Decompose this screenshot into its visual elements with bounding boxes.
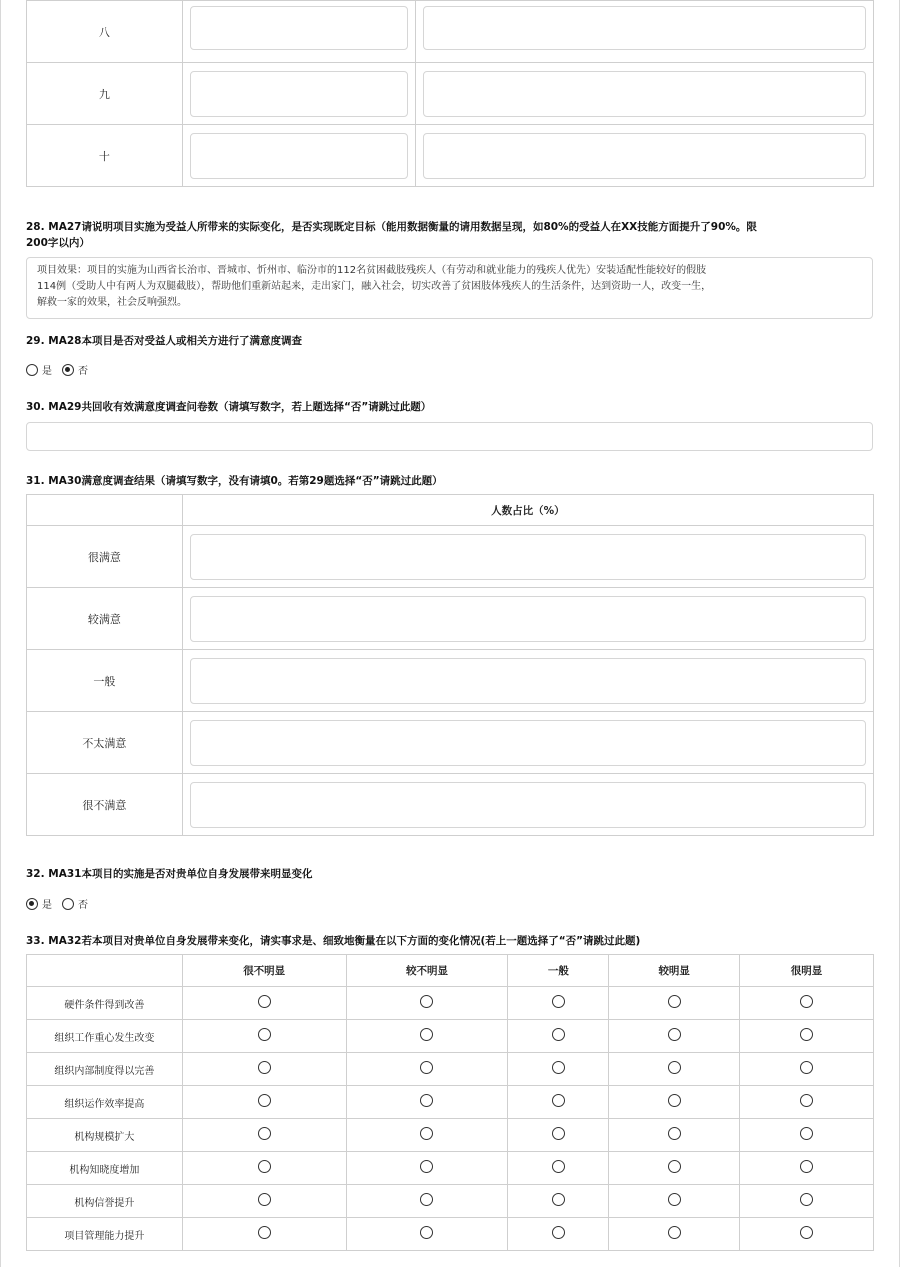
row-label: 很不满意 xyxy=(27,774,183,836)
change-matrix xyxy=(26,954,874,1251)
question-30-title: 30. MA29共回收有效满意度调查问卷数（请填写数字，若上题选择“否”请跳过此题） xyxy=(26,401,432,413)
radio-option[interactable] xyxy=(258,1226,271,1239)
row-label: 很满意 xyxy=(27,526,183,588)
row-label: 组织运作效率提高 xyxy=(27,1086,183,1119)
radio-option[interactable] xyxy=(258,1160,271,1173)
table-row xyxy=(27,650,874,712)
row-label: 一般 xyxy=(27,650,183,712)
table-row xyxy=(27,125,874,187)
question-32-options xyxy=(26,896,88,911)
table-row xyxy=(27,1152,874,1185)
text-input[interactable] xyxy=(423,71,866,117)
satisfaction-table xyxy=(26,494,874,836)
text-input[interactable] xyxy=(190,133,408,179)
radio-option[interactable] xyxy=(420,1127,433,1140)
question-30-input[interactable] xyxy=(26,422,873,451)
radio-option[interactable] xyxy=(258,1061,271,1074)
radio-option[interactable] xyxy=(668,1127,681,1140)
row-label: 八 xyxy=(27,1,183,63)
table-row xyxy=(27,774,874,836)
table-row xyxy=(27,1,874,63)
radio-option[interactable] xyxy=(800,995,813,1008)
row-label: 机构信誉提升 xyxy=(27,1185,183,1218)
column-header: 较明显 xyxy=(609,955,740,987)
radio-option[interactable] xyxy=(552,1094,565,1107)
radio-option[interactable] xyxy=(552,1193,565,1206)
column-header: 较不明显 xyxy=(346,955,508,987)
column-header: 很明显 xyxy=(740,955,874,987)
row-label: 组织工作重心发生改变 xyxy=(27,1020,183,1053)
table-row xyxy=(27,588,874,650)
radio-option[interactable] xyxy=(668,1193,681,1206)
question-31-title: 31. MA30满意度调查结果（请填写数字，没有请填0。若第29题选择“否”请跳过此题） xyxy=(26,475,443,487)
radio-option[interactable] xyxy=(258,995,271,1008)
table-row xyxy=(27,712,874,774)
column-header: 一般 xyxy=(508,955,609,987)
column-header: 人数占比（%） xyxy=(182,495,873,526)
percent-input[interactable] xyxy=(190,534,866,580)
row-label: 九 xyxy=(27,63,183,125)
radio-yes[interactable] xyxy=(26,898,38,910)
percent-input[interactable] xyxy=(190,596,866,642)
radio-option[interactable] xyxy=(668,995,681,1008)
percent-input[interactable] xyxy=(190,720,866,766)
table-row xyxy=(27,1086,874,1119)
radio-option[interactable] xyxy=(800,1028,813,1041)
radio-option[interactable] xyxy=(420,1226,433,1239)
radio-option[interactable] xyxy=(800,1193,813,1206)
row-label: 机构知晓度增加 xyxy=(27,1152,183,1185)
radio-option[interactable] xyxy=(258,1193,271,1206)
text-input[interactable] xyxy=(190,71,408,117)
row-label: 机构规模扩大 xyxy=(27,1119,183,1152)
radio-option[interactable] xyxy=(420,995,433,1008)
radio-option[interactable] xyxy=(668,1028,681,1041)
radio-option[interactable] xyxy=(668,1226,681,1239)
table-row xyxy=(27,1185,874,1218)
row-label: 组织内部制度得以完善 xyxy=(27,1053,183,1086)
text-input[interactable] xyxy=(423,6,866,50)
table-row xyxy=(27,1218,874,1251)
column-header: 很不明显 xyxy=(182,955,346,987)
radio-yes[interactable] xyxy=(26,364,38,376)
question-29-title: 29. MA28本项目是否对受益人或相关方进行了满意度调查 xyxy=(26,335,302,347)
percent-input[interactable] xyxy=(190,658,866,704)
radio-option[interactable] xyxy=(420,1094,433,1107)
question-33-title: 33. MA32若本项目对贵单位自身发展带来变化，请实事求是、细致地衡量在以下方面的变化情况(若上一题选择了“否”请跳过此题) xyxy=(26,935,641,947)
percent-input[interactable] xyxy=(190,782,866,828)
text-input[interactable] xyxy=(190,6,408,50)
table-row xyxy=(27,987,874,1020)
radio-option[interactable] xyxy=(552,1160,565,1173)
radio-option[interactable] xyxy=(668,1061,681,1074)
radio-option[interactable] xyxy=(800,1061,813,1074)
row-label: 较满意 xyxy=(27,588,183,650)
table-row xyxy=(27,1020,874,1053)
radio-option[interactable] xyxy=(552,1028,565,1041)
prior-question-grid xyxy=(26,0,874,187)
radio-option[interactable] xyxy=(420,1193,433,1206)
radio-option[interactable] xyxy=(552,1127,565,1140)
radio-option[interactable] xyxy=(552,1061,565,1074)
question-32-title: 32. MA31本项目的实施是否对贵单位自身发展带来明显变化 xyxy=(26,868,313,880)
row-label: 不太满意 xyxy=(27,712,183,774)
table-row xyxy=(27,1119,874,1152)
radio-option[interactable] xyxy=(258,1094,271,1107)
radio-option[interactable] xyxy=(800,1127,813,1140)
radio-option[interactable] xyxy=(800,1094,813,1107)
row-label: 硬件条件得到改善 xyxy=(27,987,183,1020)
option-no-label: 否 xyxy=(78,900,88,911)
radio-option[interactable] xyxy=(420,1061,433,1074)
radio-option[interactable] xyxy=(258,1127,271,1140)
radio-option[interactable] xyxy=(552,995,565,1008)
radio-option[interactable] xyxy=(420,1028,433,1041)
radio-option[interactable] xyxy=(668,1094,681,1107)
table-header-row xyxy=(27,495,874,526)
table-row xyxy=(27,63,874,125)
row-label: 十 xyxy=(27,125,183,187)
question-28-title: 28. MA27请说明项目实施为受益人所带来的实际变化，是否实现既定目标（能用数据衡量的请用数据呈现，如80%的受益人在XX技能方面提升了90%。限 200字以内） xyxy=(26,221,757,249)
radio-option[interactable] xyxy=(258,1028,271,1041)
table-row xyxy=(27,1053,874,1086)
option-yes-label: 是 xyxy=(42,366,52,377)
radio-no[interactable] xyxy=(62,364,74,376)
row-label: 项目管理能力提升 xyxy=(27,1218,183,1251)
table-row xyxy=(27,526,874,588)
question-29-options xyxy=(26,362,88,377)
radio-option[interactable] xyxy=(552,1226,565,1239)
option-yes-label: 是 xyxy=(42,900,52,911)
question-28-answer[interactable]: 项目效果：项目的实施为山西省长治市、晋城市、忻州市、临汾市的112名贫困截肢残疾人（有劳动和就业能力的残疾人优先）安装适配性能较好的假肢 114例（受助人中有两人为双腿截肢），帮助他们重新站起来，走出家门，融入社会，切实改善了贫困肢体残疾人的生活条件，达到资助一人，改变一生， 解救一家的效果，社会反响强烈。 xyxy=(26,257,873,319)
table-header-row xyxy=(27,955,874,987)
radio-option[interactable] xyxy=(420,1160,433,1173)
text-input[interactable] xyxy=(423,133,866,179)
option-no-label: 否 xyxy=(78,366,88,377)
radio-no[interactable] xyxy=(62,898,74,910)
radio-option[interactable] xyxy=(800,1160,813,1173)
radio-option[interactable] xyxy=(800,1226,813,1239)
radio-option[interactable] xyxy=(668,1160,681,1173)
